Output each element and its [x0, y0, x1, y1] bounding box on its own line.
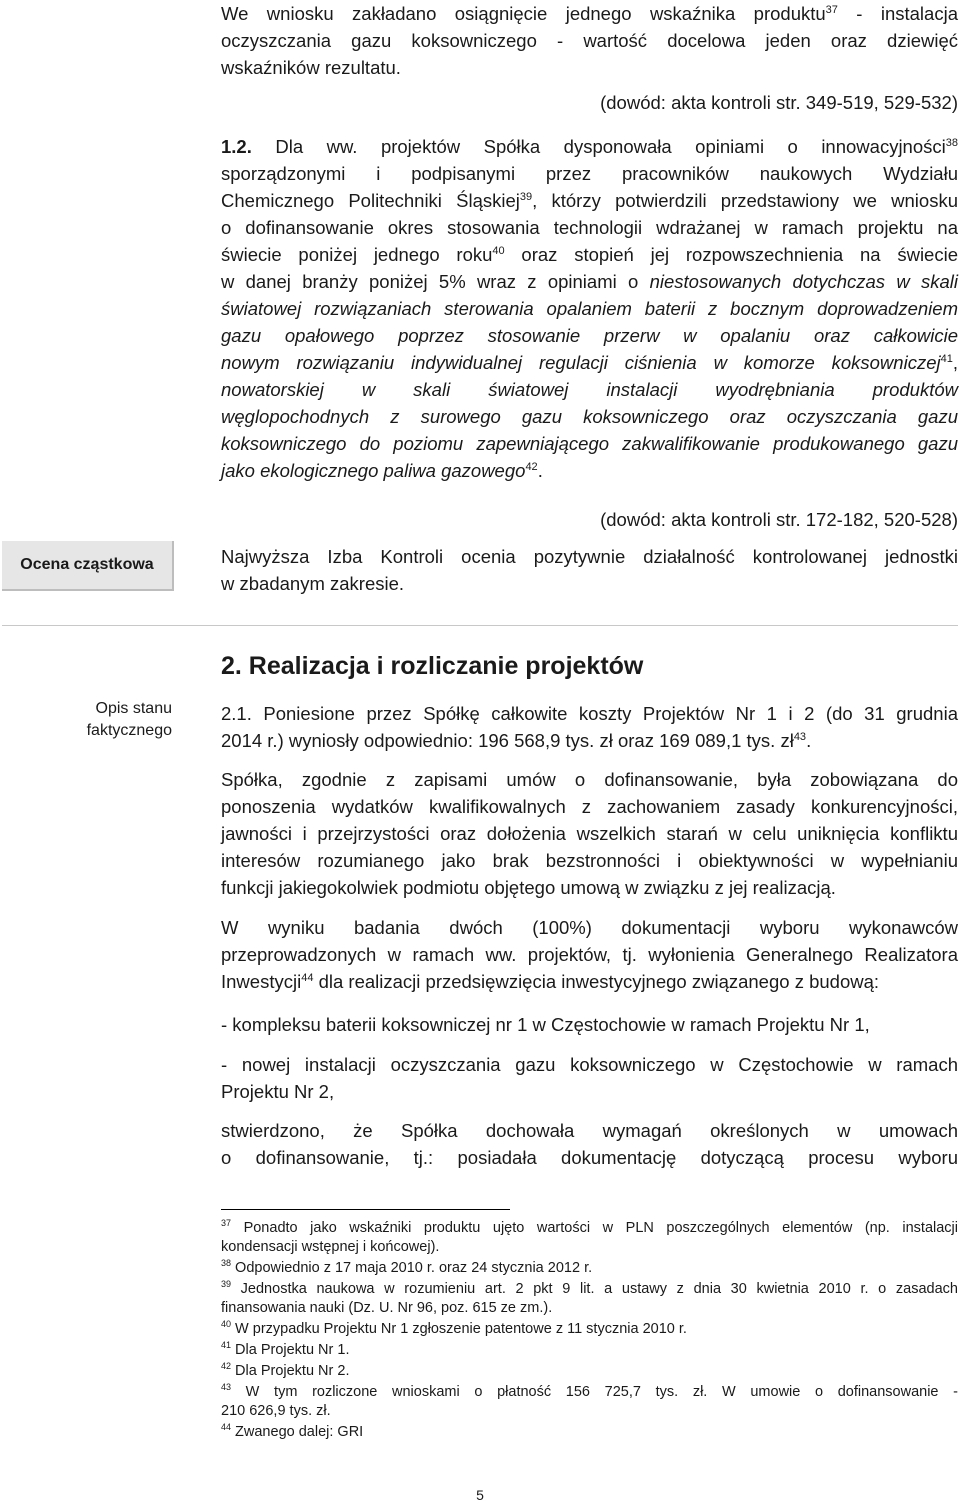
footnote-ref: 43 — [793, 730, 807, 743]
text-line: o dofinansowanie, tj.: posiadała dokumentację dotyczącą procesu wyboru — [221, 1147, 958, 1168]
text-line: Inwestycji$^{44}$ dla realizacji przedsięwzięcia inwestycyjnego związanego z budową: — [221, 971, 880, 992]
text-line: ponoszenia wydatków kwalifikowalnych z zachowaniem zasady konkurencyjności, — [221, 796, 958, 817]
footnote-line: $^{39}$ Jednostka naukowa w rozumieniu art. 2 pkt 9 lit. a ustawy z dnia 30 kwietnia 2010 r. o zasadach — [221, 1279, 958, 1297]
text-line: Projektu Nr 2, — [221, 1081, 335, 1102]
paragraph-conclusion — [221, 1117, 958, 1171]
text-line: nowatorskiej w skali światowej instalacji wyodrębniania produktów — [221, 379, 958, 400]
text-line: W wyniku badania dwóch (100%) dokumentacji wyboru wykonawców — [221, 917, 958, 938]
footnote-line: kondensacji wstępnej i końcowej). — [221, 1239, 440, 1255]
text-line: nowym rozwiązaniu indywidualnej regulacji ciśnienia w komorze koksowniczej$^{41}$, — [221, 352, 958, 373]
footnote-line: $^{44}$ Zwanego dalej: GRI — [221, 1422, 364, 1440]
paragraph-examination — [221, 914, 958, 995]
text-line: Chemicznego Politechniki Śląskiej$^{39}$, którzy potwierdzili przedstawiony we wniosku — [221, 190, 958, 211]
text-line: jawności i przejrzystości oraz dołożenia wszelkich starań w celu uniknięcia konfliktu — [221, 823, 958, 844]
text-line: - nowej instalacji oczyszczania gazu koksowniczego w Częstochowie w ramach — [221, 1054, 958, 1075]
list-item — [221, 1051, 958, 1105]
footnote-ref: 37 — [825, 3, 838, 16]
text-line: przeprowadzonych w ramach ww. projektów, tj. wyłonienia Generalnego Realizatora — [221, 944, 958, 965]
text-line: Najwyższa Izba Kontroli ocenia pozytywnie działalność kontrolowanej jednostki — [221, 546, 958, 567]
section-divider — [2, 625, 958, 626]
list-item — [221, 1011, 958, 1038]
text-line: o dofinansowanie okres stosowania technologii wdrażanej w ramach projektu na — [221, 217, 958, 238]
footnote-line: $^{38}$ Odpowiednio z 17 maja 2010 r. oraz 24 stycznia 2012 r. — [221, 1258, 593, 1276]
text-line: 1.2. Dla ww. projektów Spółka dysponowała opiniami o innowacyjności$^{38}$ — [221, 136, 958, 157]
footnote-line: finansowania nauki (Dz. U. Nr 96, poz. 615 ze zm.). — [221, 1300, 553, 1316]
evidence-reference: (dowód: akta kontroli str. 349-519, 529-532) — [600, 92, 958, 113]
paragraph-obligations — [221, 766, 958, 901]
evidence-reference: (dowód: akta kontroli str. 172-182, 520-528) — [600, 509, 958, 530]
footnote-ref: 39 — [519, 190, 533, 203]
footnote-line: $^{43}$ W tym rozliczone wnioskami o płatność 156 725,7 tys. zł. W umowie o dofinansowanie - — [221, 1382, 958, 1400]
footnote — [221, 1362, 958, 1381]
footnote-ref: 44 — [301, 971, 314, 984]
footnote-line: $^{41}$ Dla Projektu Nr 1. — [221, 1340, 350, 1358]
text-line: We wniosku zakładano osiągnięcie jednego wskaźnika produktu$^{37}$ - instalacja — [221, 3, 958, 24]
section-2-1-paragraph — [221, 700, 958, 754]
text-line: stwierdzono, że Spółka dochowała wymagań określonych w umowach — [221, 1120, 958, 1141]
text-line: funkcji jakiegokolwiek podmiotu objętego umową w związku z jej realizacją. — [221, 877, 836, 898]
text-line: 2.1. Poniesione przez Spółkę całkowite koszty Projektów Nr 1 i 2 (do 31 grudnia — [221, 703, 958, 724]
footnote — [221, 1259, 958, 1278]
text-line: wskaźników rezultatu. — [221, 57, 401, 78]
footnote-ref: 38 — [945, 136, 958, 149]
footnote-line: 210 626,9 tys. zł. — [221, 1403, 331, 1419]
footnote — [221, 1219, 958, 1257]
footnote — [221, 1423, 958, 1442]
partial-assessment-text — [221, 543, 958, 597]
text-line: światowej rozwiązaniach sterowania opalaniem baterii z bocznym doprowadzeniem — [221, 298, 958, 319]
footnote-line: $^{40}$ W przypadku Projektu Nr 1 zgłoszenie patentowe z 11 stycznia 2010 r. — [221, 1319, 687, 1337]
text-line: gazu opałowego poprzez stosowanie przerw w opalaniu oraz całkowicie — [221, 325, 958, 346]
text-line: oczyszczania gazu koksowniczego - wartość docelowa jeden oraz dziewięć — [221, 30, 958, 51]
footnote — [221, 1383, 958, 1421]
text-line: w danej branży poniżej 5% wraz z opiniami o niestosowanych dotychczas w skali — [221, 271, 958, 292]
text-line: w zbadanym zakresie. — [221, 573, 405, 594]
text-line: Spółka, zgodnie z zapisami umów o dofinansowanie, była zobowiązana do — [221, 769, 958, 790]
text-line: - kompleksu baterii koksowniczej nr 1 w Częstochowie w ramach Projektu Nr 1, — [221, 1014, 870, 1035]
section-1-2-paragraph — [221, 133, 958, 484]
text-line: koksowniczego do poziomu zapewniającego zakwalifikowanie produkowanego gazu — [221, 433, 958, 454]
intro-paragraph — [221, 0, 958, 81]
text-line: węglopochodnych z surowego gazu koksowniczego oraz oczyszczania gazu — [221, 406, 958, 427]
footnote-line: $^{37}$ Ponadto jako wskaźniki produktu ujęto wartości w PLN poszczególnych elementów (np. instalacji — [221, 1218, 958, 1236]
text-line: świecie poniżej jednego roku$^{40}$ oraz stopień jej rozpowszechnienia na świecie — [221, 244, 958, 265]
section-heading: 2. Realizacja i rozliczanie projektów — [221, 652, 644, 680]
footnote-ref: 41 — [940, 352, 953, 365]
footnote-line: $^{42}$ Dla Projektu Nr 2. — [221, 1361, 350, 1379]
footnotes — [221, 1219, 958, 1442]
side-label-facts: Opis stanu faktycznego — [86, 700, 172, 739]
footnote — [221, 1320, 958, 1339]
footnote-ref: 42 — [525, 460, 538, 473]
text-line: 2014 r.) wyniosły odpowiednio: 196 568,9 tys. zł oraz 169 089,1 tys. $zł^{43}$. — [221, 730, 812, 751]
footnote-ref: 40 — [492, 244, 505, 257]
text-line: sporządzonymi i podpisanymi przez pracowników naukowych Wydziału — [221, 163, 958, 184]
section-number: 1.2. — [221, 136, 252, 157]
text-line: interesów rozumianego jako brak bezstronności i obiektywności w wypełnianiu — [221, 850, 958, 871]
footnote — [221, 1341, 958, 1360]
footnote-separator — [221, 1209, 510, 1210]
text-line: jako ekologicznego paliwa gazowego$^{42}$. — [221, 460, 543, 481]
page-number: 5 — [476, 1487, 484, 1503]
partial-assessment-label: Ocena cząstkowa — [2, 541, 174, 591]
footnote — [221, 1280, 958, 1318]
